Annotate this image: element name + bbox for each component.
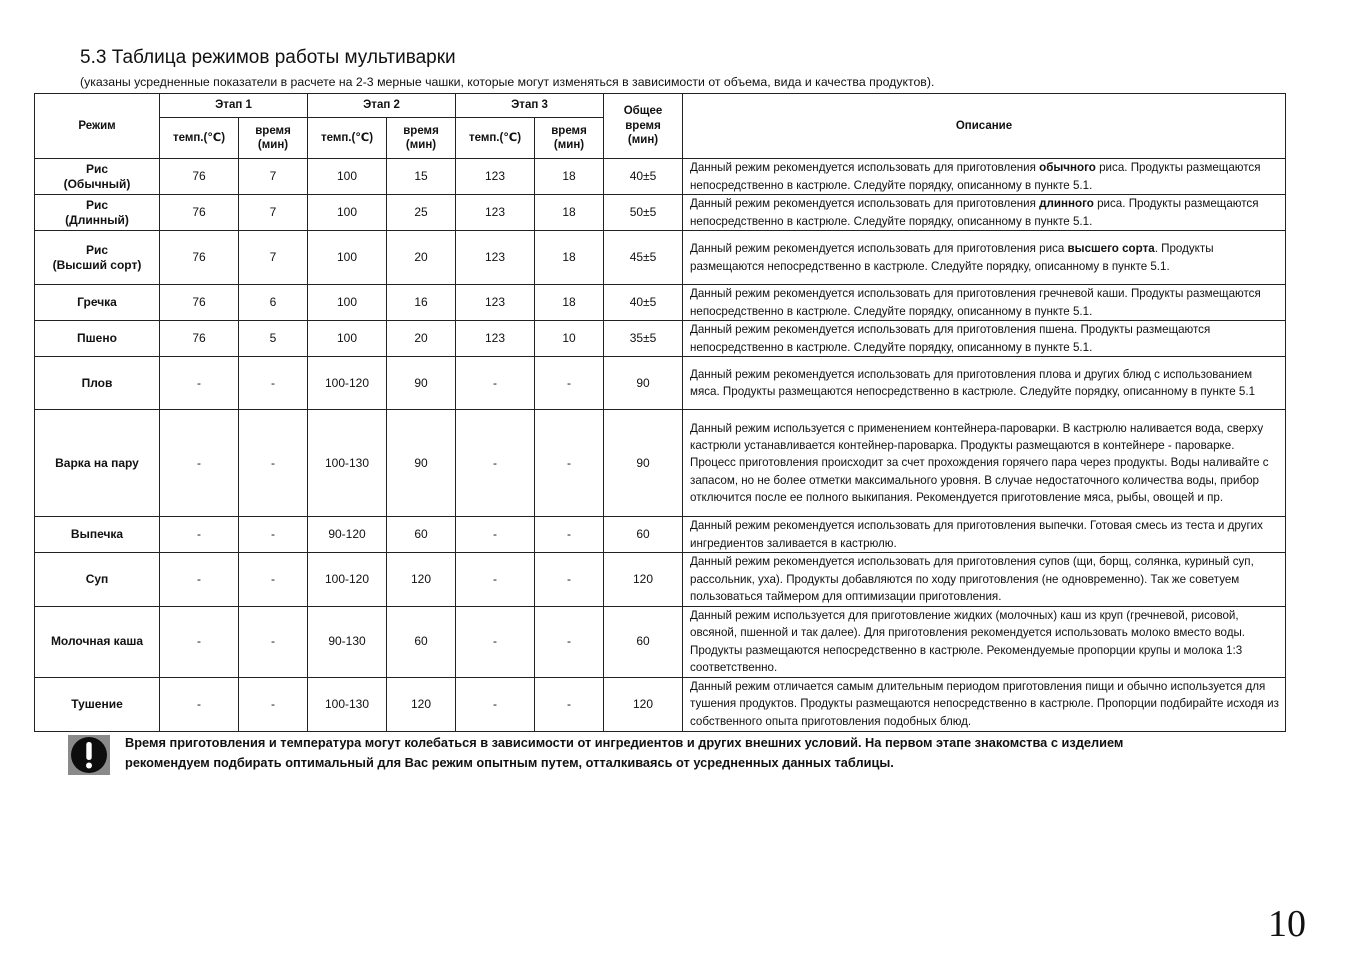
stage1-time-cell: 6: [239, 285, 308, 321]
stage2-temp-cell: 100: [308, 285, 387, 321]
stage3-time-cell: -: [535, 517, 604, 553]
header-total-line: Общее: [623, 105, 663, 118]
mode-cell: Молочная каша: [35, 607, 160, 678]
stage1-time-cell: -: [239, 553, 308, 607]
total-time-cell: 120: [604, 677, 683, 731]
mode-cell: Тушение: [35, 677, 160, 731]
stage1-temp-cell: -: [160, 607, 239, 678]
description-cell: Данный режим используется с применением контейнера-пароварки. В кастрюлю наливается вода, сверху кастрюли устанавливается контейнер-пароварка. Продукты размещаются в контейнере - пароварке. Процесс приготовления происходит за счет прохождения горячего пара через продукты. Воды наливайте с запасом, но не более отметки максимального уровня. В случае недостаточного количества воды, прибор отключится после ее полного выкипания. Рекомендуется приготовление мяса, рыбы, овощей и пр.: [683, 410, 1286, 517]
emphasis-text: высшего сорта: [1067, 242, 1155, 256]
description-cell: Данный режим используется для приготовление жидких (молочных) каш из круп (гречневой, рисовой, овсяной, пшенной и так далее). Для приготовления рекомендуется использовать молоко вместо воды. Продукты размещаются непосредственно в кастрюле. Рекомендуемые пропорции крупы и молока 1:3 соответственно.: [683, 607, 1286, 678]
stage3-temp-cell: 123: [456, 159, 535, 195]
stage3-time-cell: -: [535, 357, 604, 410]
stage3-temp-cell: -: [456, 607, 535, 678]
header-total-line: (мин): [627, 134, 659, 147]
stage1-time-cell: 7: [239, 231, 308, 285]
stage2-temp-cell: 100-120: [308, 357, 387, 410]
total-time-cell: 40±5: [604, 285, 683, 321]
description-cell: Данный режим отличается самым длительным периодом приготовления пищи и обычно используется для тушения продуктов. Продукты размещаются непосредственно в кастрюле. Пропорции подбирайте исходя из собственного опыта приготовления подобных блюд.: [683, 677, 1286, 731]
warning-note-line: Время приготовления и температура могут колебаться в зависимости от ингредиентов и других внешних условий. На первом этапе знакомства с изделием: [125, 735, 1124, 750]
mode-cell: Рис (Высший сорт): [35, 231, 160, 285]
header-temp: темп.(℃): [160, 118, 239, 159]
header-temp: темп.(℃): [308, 118, 387, 159]
header-stage-1: Этап 1: [160, 94, 308, 118]
header-description: Описание: [683, 94, 1286, 159]
stage2-temp-cell: 100: [308, 321, 387, 357]
table-row: [35, 231, 1286, 285]
stage2-temp-cell: 90-120: [308, 517, 387, 553]
total-time-cell: 90: [604, 410, 683, 517]
stage3-time-cell: 18: [535, 231, 604, 285]
modes-table: [34, 93, 1286, 732]
table-row: [35, 517, 1286, 553]
stage3-time-cell: 10: [535, 321, 604, 357]
stage2-time-cell: 90: [387, 357, 456, 410]
total-time-cell: 40±5: [604, 159, 683, 195]
mode-cell: Варка на пару: [35, 410, 160, 517]
page-subtitle: (указаны усредненные показатели в расчете на 2-3 мерные чашки, которые могут изменяться в зависимости от объема, вида и качества продуктов).: [80, 75, 935, 89]
header-time: время (мин): [239, 118, 308, 159]
description-cell: Данный режим рекомендуется использовать для приготовления выпечки. Готовая смесь из теста и других ингредиентов заливается в кастрюлю.: [683, 517, 1286, 553]
table-row: [35, 159, 1286, 195]
description-cell: Данный режим рекомендуется использовать для приготовления супов (щи, борщ, солянка, куриный суп, рассольник, уха). Продукты добавляются по ходу приготовления (не одновременно). Так же советуем пользоваться таймером для оптимизации приготовления.: [683, 553, 1286, 607]
stage1-time-cell: -: [239, 517, 308, 553]
stage1-temp-cell: 76: [160, 195, 239, 231]
mode-cell: Суп: [35, 553, 160, 607]
stage1-time-cell: -: [239, 357, 308, 410]
stage3-time-cell: -: [535, 607, 604, 678]
stage3-temp-cell: -: [456, 553, 535, 607]
description-cell: Данный режим рекомендуется использовать для приготовления риса высшего сорта. Продукты размещаются непосредственно в кастрюле. Следуйте порядку, описанному в пункте 5.1.: [683, 231, 1286, 285]
description-cell: Данный режим рекомендуется использовать для приготовления обычного риса. Продукты размещаются непосредственно в кастрюле. Следуйте порядку, описанному в пункте 5.1.: [683, 159, 1286, 195]
stage2-temp-cell: 90-130: [308, 607, 387, 678]
stage1-time-cell: -: [239, 607, 308, 678]
header-stage-2: Этап 2: [308, 94, 456, 118]
mode-cell: Рис (Длинный): [35, 195, 160, 231]
header-total-time: [604, 94, 683, 159]
page-number: 10: [1268, 903, 1306, 945]
stage1-time-cell: 7: [239, 195, 308, 231]
stage1-temp-cell: -: [160, 517, 239, 553]
stage1-temp-cell: 76: [160, 159, 239, 195]
stage1-time-cell: 5: [239, 321, 308, 357]
header-time: время (мин): [535, 118, 604, 159]
table-row: [35, 553, 1286, 607]
total-time-cell: 35±5: [604, 321, 683, 357]
stage2-temp-cell: 100: [308, 159, 387, 195]
stage2-temp-cell: 100-120: [308, 553, 387, 607]
stage1-temp-cell: 76: [160, 231, 239, 285]
stage3-temp-cell: -: [456, 517, 535, 553]
stage3-time-cell: 18: [535, 159, 604, 195]
stage1-time-cell: -: [239, 410, 308, 517]
stage3-temp-cell: 123: [456, 231, 535, 285]
description-cell: Данный режим рекомендуется использовать для приготовления пшена. Продукты размещаются непосредственно в кастрюле. Следуйте порядку, описанному в пункте 5.1.: [683, 321, 1286, 357]
stage2-time-cell: 16: [387, 285, 456, 321]
mode-cell: Рис (Обычный): [35, 159, 160, 195]
table-row: [35, 410, 1286, 517]
total-time-cell: 60: [604, 517, 683, 553]
table-row: [35, 195, 1286, 231]
stage2-time-cell: 25: [387, 195, 456, 231]
stage3-time-cell: -: [535, 553, 604, 607]
header-stage-3: Этап 3: [456, 94, 604, 118]
description-cell: Данный режим рекомендуется использовать для приготовления длинного риса. Продукты размещаются непосредственно в кастрюле. Следуйте порядку, описанному в пункте 5.1.: [683, 195, 1286, 231]
stage1-temp-cell: -: [160, 357, 239, 410]
stage1-temp-cell: 76: [160, 285, 239, 321]
table-row: [35, 607, 1286, 678]
stage3-temp-cell: 123: [456, 285, 535, 321]
stage1-temp-cell: 76: [160, 321, 239, 357]
stage2-temp-cell: 100-130: [308, 677, 387, 731]
stage3-time-cell: -: [535, 410, 604, 517]
table-row: [35, 321, 1286, 357]
stage1-time-cell: -: [239, 677, 308, 731]
total-time-cell: 120: [604, 553, 683, 607]
stage2-time-cell: 20: [387, 231, 456, 285]
page-title: 5.3 Таблица режимов работы мультиварки: [80, 47, 456, 68]
stage2-time-cell: 20: [387, 321, 456, 357]
stage2-time-cell: 15: [387, 159, 456, 195]
stage3-time-cell: -: [535, 677, 604, 731]
stage2-temp-cell: 100-130: [308, 410, 387, 517]
stage2-temp-cell: 100: [308, 195, 387, 231]
warning-note-line: рекомендуем подбирать оптимальный для Вас режим опытным путем, отталкиваясь от усредненных данных таблицы.: [125, 755, 894, 770]
warning-note: [125, 733, 1123, 773]
header-time: время (мин): [387, 118, 456, 159]
stage2-time-cell: 60: [387, 517, 456, 553]
stage2-time-cell: 120: [387, 553, 456, 607]
stage3-time-cell: 18: [535, 195, 604, 231]
stage3-temp-cell: -: [456, 410, 535, 517]
table-body: [35, 159, 1286, 732]
emphasis-text: обычного: [1039, 161, 1096, 175]
emphasis-text: длинного: [1039, 197, 1094, 211]
table-row: [35, 285, 1286, 321]
stage3-temp-cell: 123: [456, 195, 535, 231]
mode-cell: Гречка: [35, 285, 160, 321]
mode-cell: Выпечка: [35, 517, 160, 553]
stage3-temp-cell: -: [456, 677, 535, 731]
stage3-time-cell: 18: [535, 285, 604, 321]
total-time-cell: 90: [604, 357, 683, 410]
stage2-time-cell: 60: [387, 607, 456, 678]
stage2-time-cell: 120: [387, 677, 456, 731]
stage3-temp-cell: 123: [456, 321, 535, 357]
header-total-line: время: [625, 119, 661, 132]
header-mode: Режим: [35, 94, 160, 159]
stage1-temp-cell: -: [160, 553, 239, 607]
stage1-temp-cell: -: [160, 410, 239, 517]
warning-exclamation-icon: [68, 735, 110, 775]
total-time-cell: 45±5: [604, 231, 683, 285]
mode-cell: Пшено: [35, 321, 160, 357]
table-row: [35, 677, 1286, 731]
table-row: [35, 357, 1286, 410]
stage2-time-cell: 90: [387, 410, 456, 517]
total-time-cell: 50±5: [604, 195, 683, 231]
description-cell: Данный режим рекомендуется использовать для приготовления плова и других блюд с использованием мяса. Продукты размещаются непосредственно в кастрюле. Следуйте порядку, описанному в пункте 5.1: [683, 357, 1286, 410]
stage1-time-cell: 7: [239, 159, 308, 195]
total-time-cell: 60: [604, 607, 683, 678]
header-temp: темп.(℃): [456, 118, 535, 159]
stage2-temp-cell: 100: [308, 231, 387, 285]
mode-cell: Плов: [35, 357, 160, 410]
stage3-temp-cell: -: [456, 357, 535, 410]
stage1-temp-cell: -: [160, 677, 239, 731]
description-cell: Данный режим рекомендуется использовать для приготовления гречневой каши. Продукты размещаются непосредственно в кастрюле. Следуйте порядку, описанному в пункте 5.1.: [683, 285, 1286, 321]
